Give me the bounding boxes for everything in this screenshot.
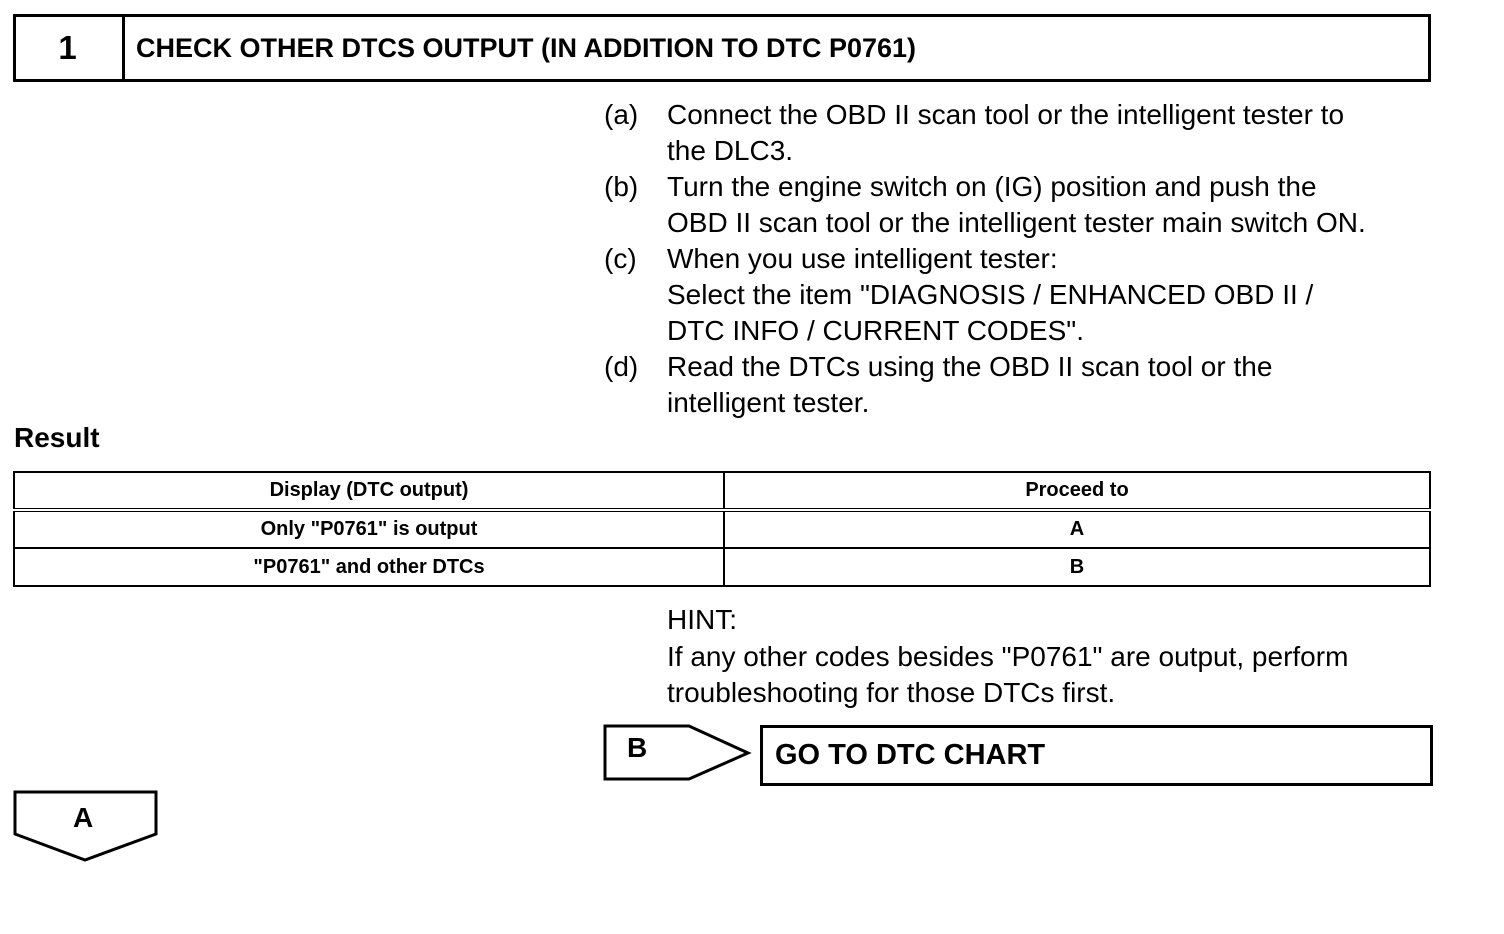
hint-line-1: If any other codes besides "P0761" are output, perform (667, 641, 1349, 672)
table-row (14, 510, 1430, 548)
instruction-d-label: (d) (604, 351, 639, 382)
instruction-a-line-2: the DLC3. (667, 135, 794, 166)
table-cell-proceed: A (724, 510, 1430, 548)
step-title: CHECK OTHER DTCS OUTPUT (IN ADDITION TO DTC P0761) (136, 32, 917, 63)
table-cell-display: Only "P0761" is output (14, 510, 724, 548)
result-table (13, 471, 1431, 587)
instruction-b-line-1: Turn the engine switch on (IG) position and push the (667, 171, 1317, 202)
instruction-c-line-2: Select the item "DIAGNOSIS / ENHANCED OBD II / (667, 279, 1314, 310)
table-row (14, 548, 1430, 586)
step-number: 1 (13, 14, 125, 82)
instruction-c-label: (c) (604, 243, 637, 274)
instruction-b-line-2: OBD II scan tool or the intelligent tester main switch ON. (667, 207, 1366, 238)
table-header-row (14, 472, 1430, 510)
branch-b-arrow-icon (603, 724, 753, 782)
instruction-a-label: (a) (604, 99, 639, 130)
go-to-dtc-chart-box: GO TO DTC CHART (760, 725, 1433, 786)
table-cell-proceed: B (724, 548, 1430, 586)
hint-label: HINT: (667, 604, 737, 635)
branch-b-label: B (627, 732, 648, 763)
instruction-d-line-2: intelligent tester. (667, 387, 870, 418)
branch-a-label: A (73, 802, 94, 833)
result-title: Result (14, 422, 100, 453)
instruction-c-line-1: When you use intelligent tester: (667, 243, 1058, 274)
instruction-b-label: (b) (604, 171, 639, 202)
hint-line-2: troubleshooting for those DTCs first. (667, 677, 1116, 708)
instruction-c-line-3: DTC INFO / CURRENT CODES". (667, 315, 1084, 346)
instruction-d-line-1: Read the DTCs using the OBD II scan tool or the (667, 351, 1273, 382)
table-cell-display: "P0761" and other DTCs (14, 548, 724, 586)
table-header-display: Display (DTC output) (14, 472, 724, 510)
table-header-proceed: Proceed to (724, 472, 1430, 510)
instruction-a-line-1: Connect the OBD II scan tool or the intelligent tester to (667, 99, 1345, 130)
